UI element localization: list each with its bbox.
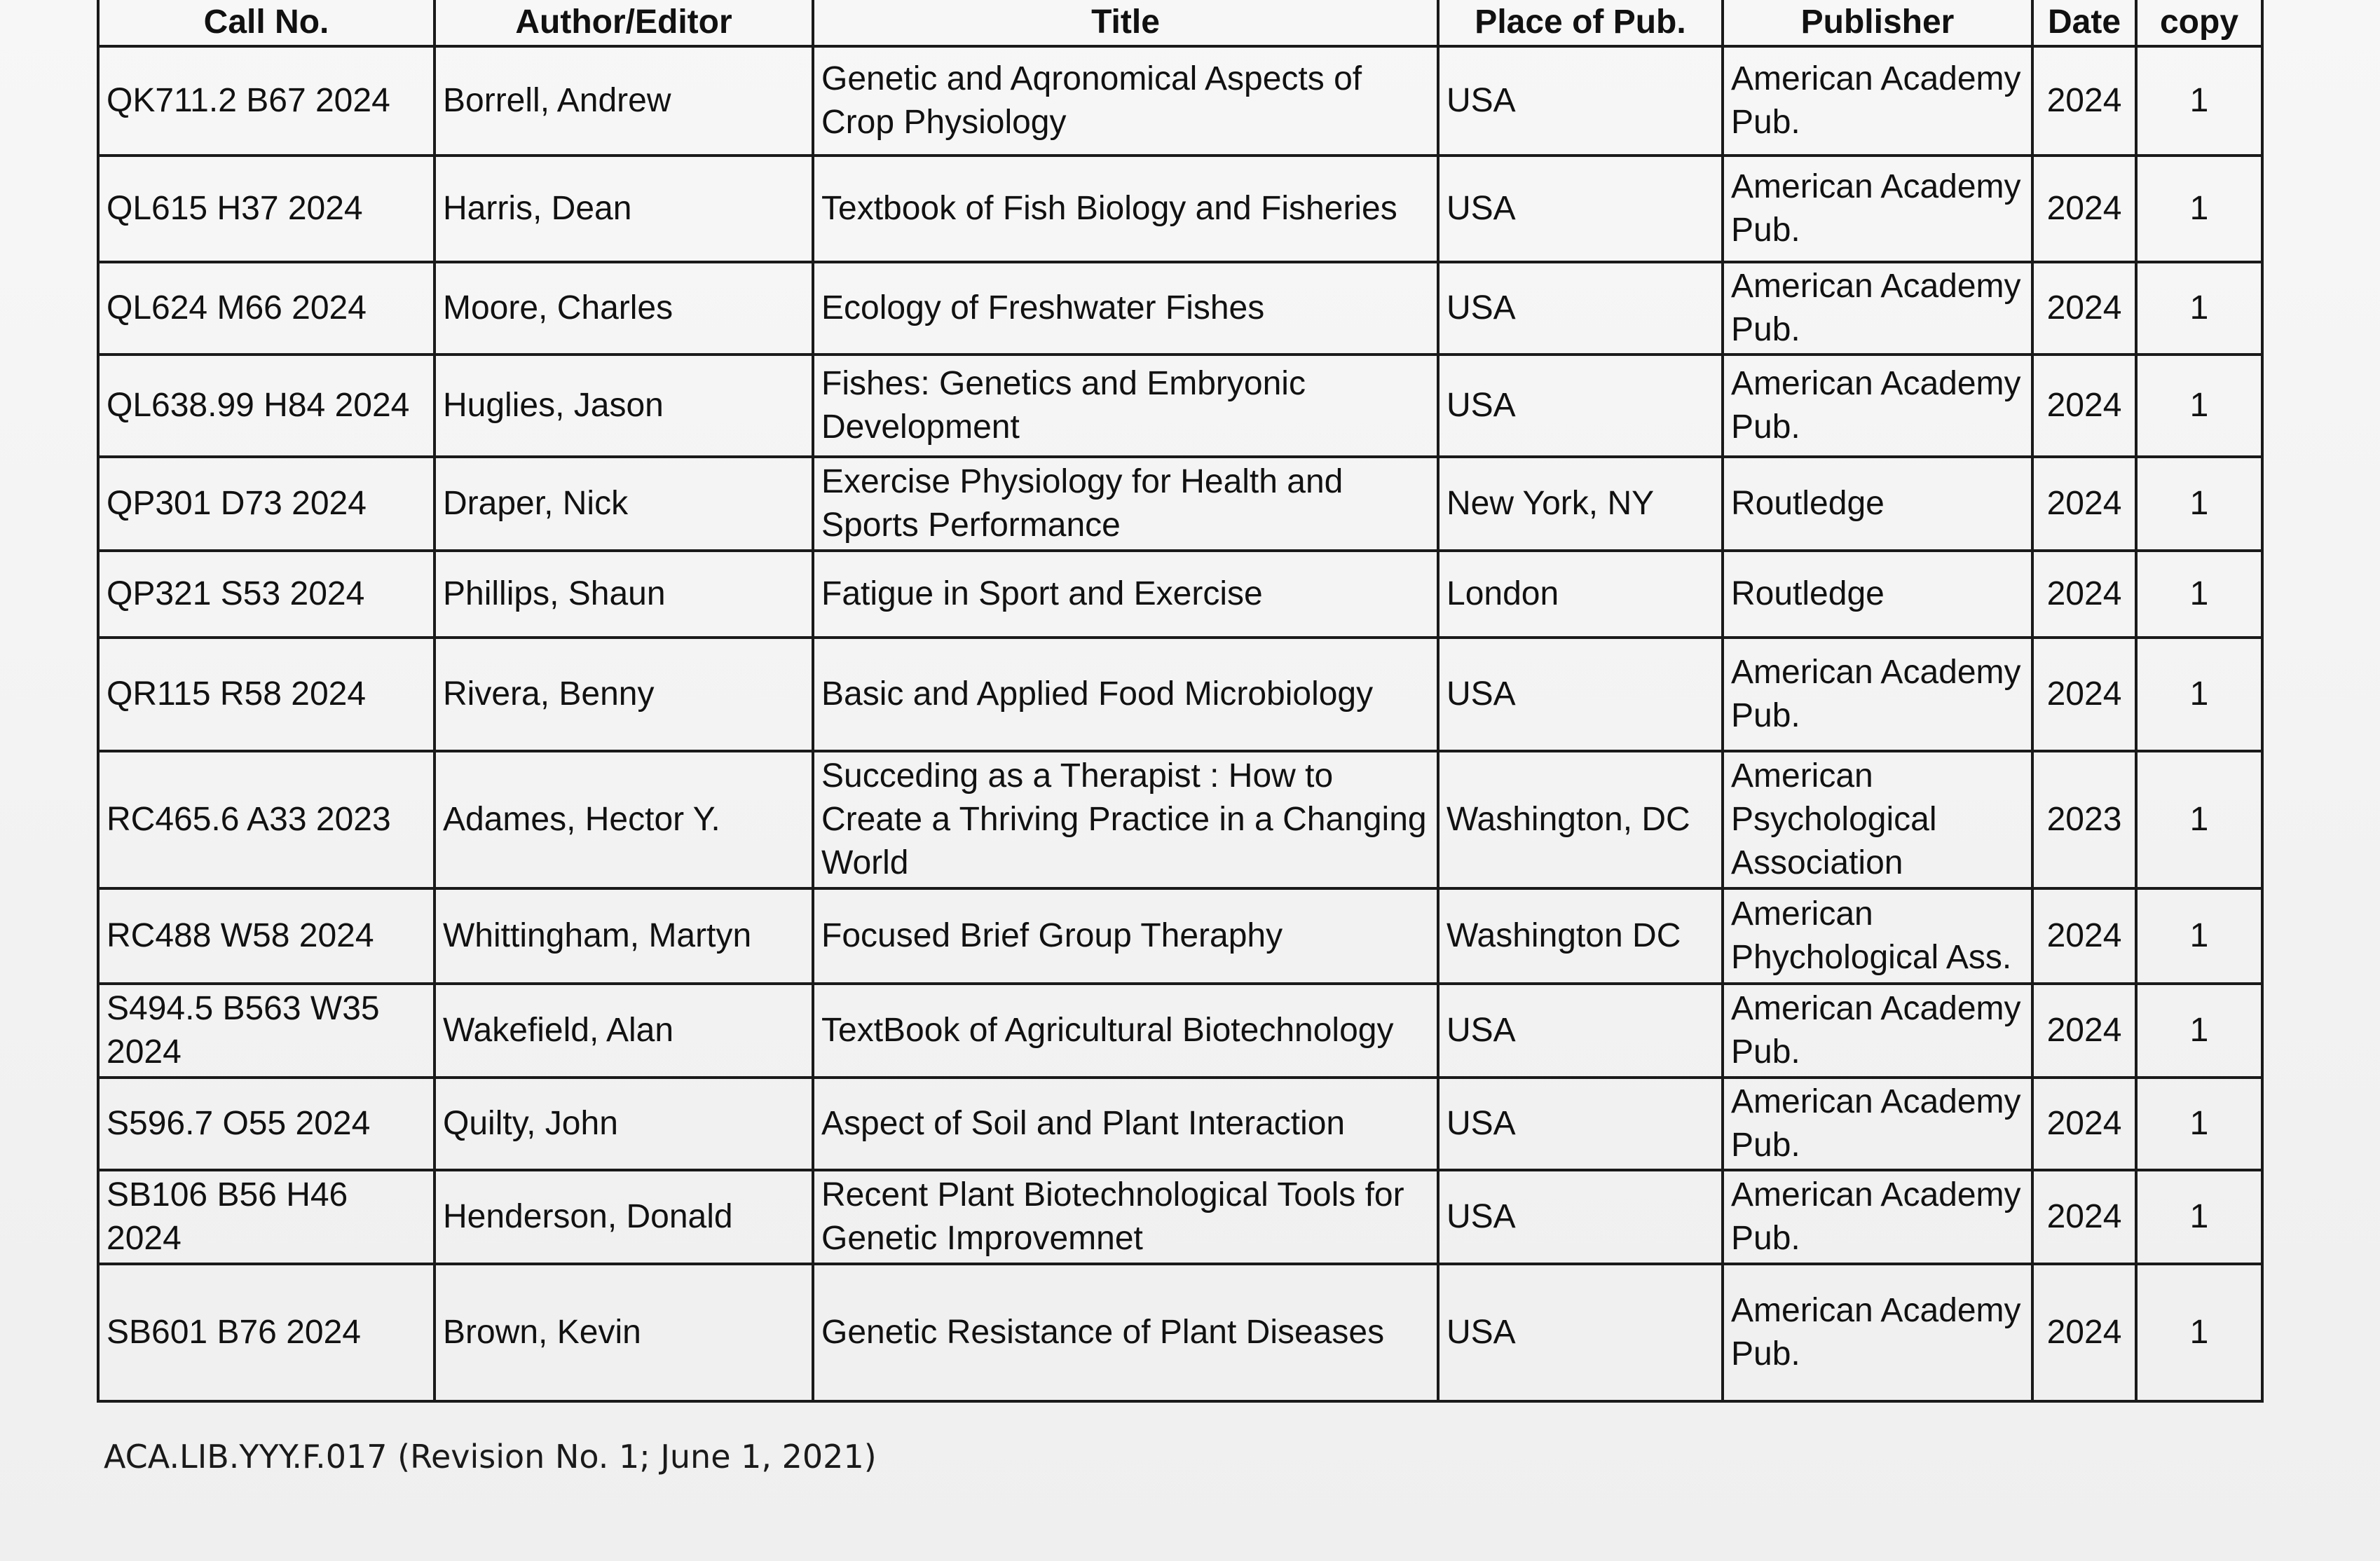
- cell-date: 2024: [2032, 1170, 2136, 1264]
- cell-copy: 1: [2136, 551, 2262, 638]
- cell-copy: 1: [2136, 46, 2262, 156]
- table-row: [98, 551, 2262, 638]
- cell-place: USA: [1438, 262, 1723, 355]
- table-row: [98, 888, 2262, 984]
- cell-publisher: Routledge: [1723, 457, 2032, 551]
- cell-copy: 1: [2136, 1078, 2262, 1170]
- cell-call-no: QK711.2 B67 2024: [98, 46, 435, 156]
- cell-place: Washington DC: [1438, 888, 1723, 984]
- cell-title: Basic and Applied Food Microbiology: [813, 638, 1438, 751]
- cell-publisher: American Academy Pub.: [1723, 355, 2032, 457]
- header-place: Place of Pub.: [1438, 0, 1723, 46]
- cell-date: 2024: [2032, 551, 2136, 638]
- cell-place: USA: [1438, 1078, 1723, 1170]
- cell-title: Recent Plant Biotechnological Tools for Genetic Improvemnet: [813, 1170, 1438, 1264]
- table-row: [98, 1170, 2262, 1264]
- cell-author: Draper, Nick: [435, 457, 813, 551]
- acquisition-table: [97, 0, 2264, 1403]
- cell-title: Textbook of Fish Biology and Fisheries: [813, 156, 1438, 262]
- header-date: Date: [2032, 0, 2136, 46]
- header-author: Author/Editor: [435, 0, 813, 46]
- cell-copy: 1: [2136, 638, 2262, 751]
- cell-place: USA: [1438, 355, 1723, 457]
- table-row: [98, 156, 2262, 262]
- cell-date: 2024: [2032, 888, 2136, 984]
- cell-copy: 1: [2136, 751, 2262, 888]
- cell-copy: 1: [2136, 457, 2262, 551]
- cell-date: 2024: [2032, 638, 2136, 751]
- cell-title: Genetic Resistance of Plant Diseases: [813, 1264, 1438, 1401]
- cell-author: Wakefield, Alan: [435, 984, 813, 1078]
- cell-publisher: American Psychological Association: [1723, 751, 2032, 888]
- cell-title: Succeding as a Therapist : How to Create a Thriving Practice in a Changing World: [813, 751, 1438, 888]
- cell-author: Adames, Hector Y.: [435, 751, 813, 888]
- cell-date: 2024: [2032, 1264, 2136, 1401]
- cell-title: TextBook of Agricultural Biotechnology: [813, 984, 1438, 1078]
- cell-title: Aspect of Soil and Plant Interaction: [813, 1078, 1438, 1170]
- table-row: [98, 751, 2262, 888]
- cell-publisher: American Academy Pub.: [1723, 638, 2032, 751]
- cell-call-no: QR115 R58 2024: [98, 638, 435, 751]
- cell-call-no: S596.7 O55 2024: [98, 1078, 435, 1170]
- cell-place: USA: [1438, 638, 1723, 751]
- cell-place: USA: [1438, 156, 1723, 262]
- cell-title: Fatigue in Sport and Exercise: [813, 551, 1438, 638]
- table-row: [98, 46, 2262, 156]
- cell-copy: 1: [2136, 984, 2262, 1078]
- cell-copy: 1: [2136, 355, 2262, 457]
- cell-copy: 1: [2136, 1264, 2262, 1401]
- cell-call-no: SB106 B56 H46 2024: [98, 1170, 435, 1264]
- table-row: [98, 638, 2262, 751]
- cell-call-no: QP321 S53 2024: [98, 551, 435, 638]
- cell-date: 2024: [2032, 262, 2136, 355]
- cell-publisher: American Academy Pub.: [1723, 156, 2032, 262]
- header-publisher: Publisher: [1723, 0, 2032, 46]
- cell-author: Phillips, Shaun: [435, 551, 813, 638]
- header-call-no: Call No.: [98, 0, 435, 46]
- cell-copy: 1: [2136, 156, 2262, 262]
- cell-copy: 1: [2136, 1170, 2262, 1264]
- cell-date: 2024: [2032, 1078, 2136, 1170]
- cell-date: 2024: [2032, 984, 2136, 1078]
- cell-call-no: QL624 M66 2024: [98, 262, 435, 355]
- cell-place: London: [1438, 551, 1723, 638]
- cell-title: Exercise Physiology for Health and Sports Performance: [813, 457, 1438, 551]
- cell-place: USA: [1438, 1170, 1723, 1264]
- header-copy: copy: [2136, 0, 2262, 46]
- cell-place: USA: [1438, 984, 1723, 1078]
- cell-date: 2024: [2032, 46, 2136, 156]
- cell-call-no: SB601 B76 2024: [98, 1264, 435, 1401]
- cell-author: Whittingham, Martyn: [435, 888, 813, 984]
- table-row: [98, 1078, 2262, 1170]
- cell-date: 2024: [2032, 355, 2136, 457]
- cell-copy: 1: [2136, 888, 2262, 984]
- table-row: [98, 355, 2262, 457]
- table-row: [98, 262, 2262, 355]
- cell-author: Henderson, Donald: [435, 1170, 813, 1264]
- cell-title: Focused Brief Group Theraphy: [813, 888, 1438, 984]
- form-revision-footer: ACA.LIB.YYY.F.017 (Revision No. 1; June 1, 2021): [104, 1438, 877, 1476]
- cell-call-no: RC488 W58 2024: [98, 888, 435, 984]
- cell-author: Brown, Kevin: [435, 1264, 813, 1401]
- table-row: [98, 1264, 2262, 1401]
- cell-place: USA: [1438, 1264, 1723, 1401]
- cell-publisher: American Academy Pub.: [1723, 46, 2032, 156]
- cell-place: USA: [1438, 46, 1723, 156]
- cell-author: Rivera, Benny: [435, 638, 813, 751]
- cell-place: Washington, DC: [1438, 751, 1723, 888]
- cell-publisher: American Academy Pub.: [1723, 1264, 2032, 1401]
- cell-author: Huglies, Jason: [435, 355, 813, 457]
- cell-author: Moore, Charles: [435, 262, 813, 355]
- cell-publisher: American Academy Pub.: [1723, 262, 2032, 355]
- cell-title: Ecology of Freshwater Fishes: [813, 262, 1438, 355]
- cell-publisher: American Academy Pub.: [1723, 1170, 2032, 1264]
- table-row: [98, 984, 2262, 1078]
- cell-date: 2024: [2032, 156, 2136, 262]
- cell-call-no: QL615 H37 2024: [98, 156, 435, 262]
- cell-copy: 1: [2136, 262, 2262, 355]
- cell-call-no: S494.5 B563 W35 2024: [98, 984, 435, 1078]
- table-header-row: [98, 0, 2262, 46]
- cell-author: Harris, Dean: [435, 156, 813, 262]
- cell-date: 2023: [2032, 751, 2136, 888]
- table-row: [98, 457, 2262, 551]
- cell-place: New York, NY: [1438, 457, 1723, 551]
- cell-date: 2024: [2032, 457, 2136, 551]
- cell-publisher: American Academy Pub.: [1723, 1078, 2032, 1170]
- cell-title: Genetic and Aqronomical Aspects of Crop Physiology: [813, 46, 1438, 156]
- cell-call-no: QL638.99 H84 2024: [98, 355, 435, 457]
- cell-author: Quilty, John: [435, 1078, 813, 1170]
- cell-publisher: American Academy Pub.: [1723, 984, 2032, 1078]
- cell-publisher: American Phychological Ass.: [1723, 888, 2032, 984]
- cell-author: Borrell, Andrew: [435, 46, 813, 156]
- header-title: Title: [813, 0, 1438, 46]
- cell-publisher: Routledge: [1723, 551, 2032, 638]
- cell-call-no: QP301 D73 2024: [98, 457, 435, 551]
- cell-title: Fishes: Genetics and Embryonic Development: [813, 355, 1438, 457]
- cell-call-no: RC465.6 A33 2023: [98, 751, 435, 888]
